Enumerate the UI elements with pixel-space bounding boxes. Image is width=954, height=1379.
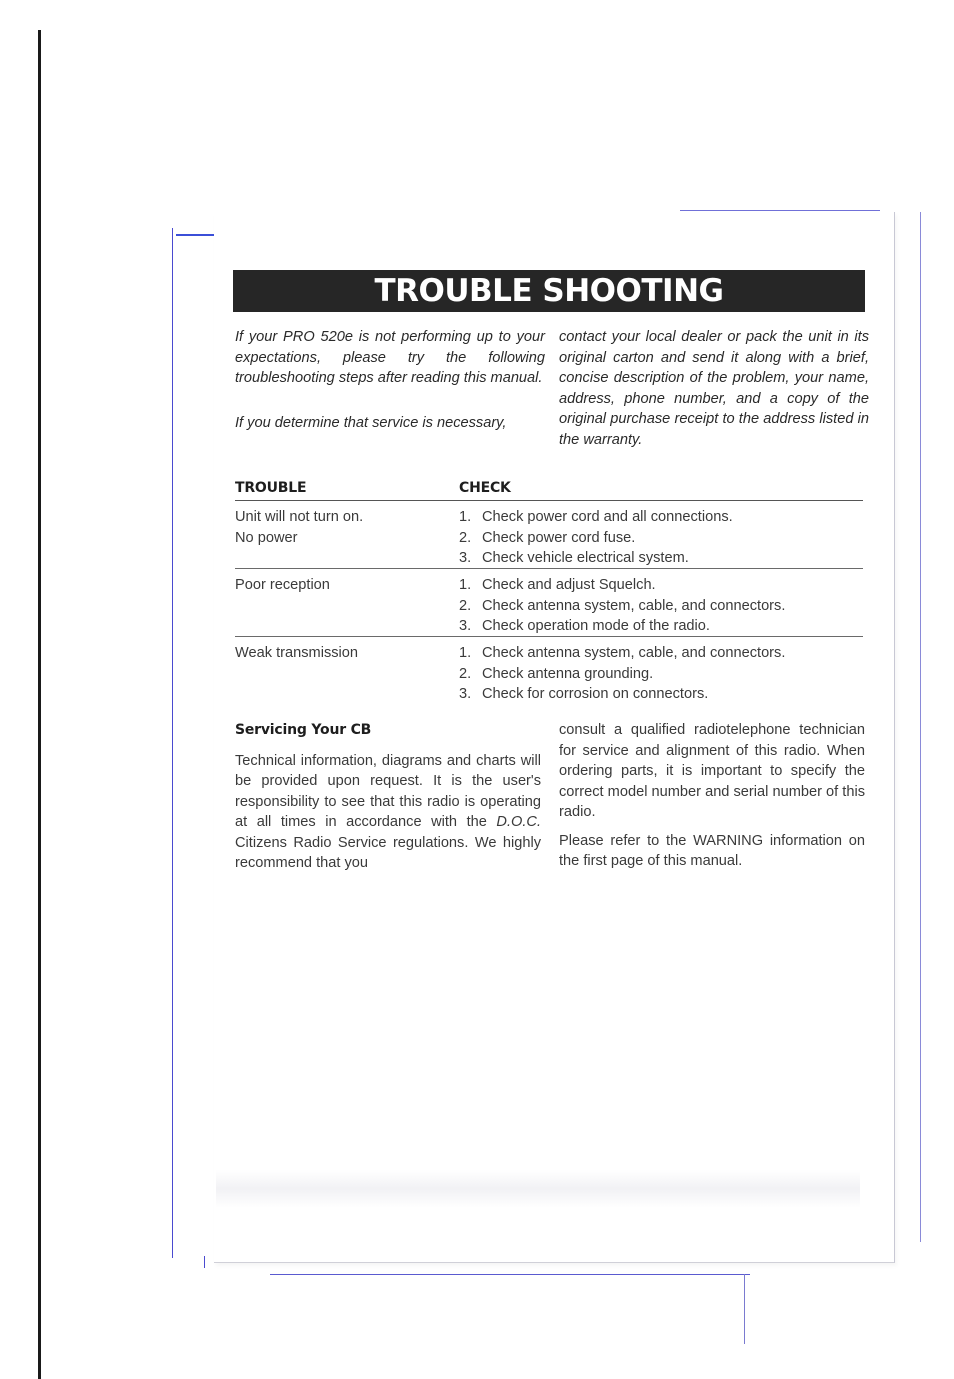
intro-paragraph: contact your local dealer or pack the unit in its original carton and send it along with a brief, concise description of the problem, your name, address, phone number, and a copy of the original purchase receipt to the address listed in the warranty. — [559, 329, 869, 448]
pencil-line — [204, 1256, 205, 1268]
table-row — [235, 507, 863, 569]
pencil-line — [172, 228, 173, 1258]
check-item: 1. Check power cord and all connections. — [459, 509, 733, 525]
header-check: CHECK — [459, 480, 511, 496]
check-item: 2. Check antenna grounding. — [459, 665, 654, 682]
check-item: 1. Check antenna system, cable, and connectors. — [459, 645, 786, 661]
intro-right-column — [559, 327, 869, 450]
intro-paragraph: If you determine that service is necessary, — [235, 414, 507, 431]
trouble-text: Unit will not turn on. — [235, 509, 364, 525]
pencil-line — [680, 210, 880, 211]
check-item: 2. Check antenna system, cable, and connectors. — [459, 597, 786, 614]
pencil-line — [744, 1274, 745, 1344]
table-row — [235, 643, 863, 705]
page-title: TROUBLE SHOOTING — [374, 272, 724, 309]
servicing-left-column — [235, 720, 541, 874]
check-list — [459, 507, 733, 569]
trouble-cell — [235, 575, 330, 596]
trouble-cell — [235, 643, 358, 664]
title-banner — [233, 270, 865, 312]
pencil-line — [176, 234, 214, 236]
intro-paragraph: If your PRO 520e is not performing up to your expectations, please try the following troubleshooting steps after reading this manual. — [235, 329, 545, 386]
servicing-paragraph: Please refer to the WARNING information on the first page of this manual. — [559, 832, 865, 869]
trouble-text: Poor reception — [235, 577, 330, 593]
servicing-paragraph: Technical information, diagrams and charts will be provided upon request. It is the user's responsibility to see that this radio is operating at all times in accordance with the D.O.C. Citizens Radio Service regulations. We highly recommend that you — [235, 752, 541, 871]
check-list — [459, 643, 785, 705]
check-item: 3. Check for corrosion on connectors. — [459, 686, 709, 702]
check-item: 2. Check power cord fuse. — [459, 529, 636, 546]
pencil-line — [920, 212, 921, 1242]
trouble-cell — [235, 507, 363, 548]
check-item: 3. Check vehicle electrical system. — [459, 550, 689, 566]
scan-shadow — [216, 1170, 860, 1208]
check-item: 1. Check and adjust Squelch. — [459, 577, 656, 593]
header-trouble: TROUBLE — [235, 480, 307, 496]
trouble-text: No power — [235, 529, 298, 546]
pencil-line — [270, 1274, 750, 1275]
scan-edge — [38, 30, 41, 1379]
servicing-right-column — [559, 720, 865, 872]
check-list — [459, 575, 785, 637]
trouble-text: Weak transmission — [235, 645, 359, 661]
table-row — [235, 575, 863, 637]
section-heading: Servicing Your CB — [235, 722, 372, 738]
intro-left-column — [235, 327, 545, 433]
table-header — [235, 480, 863, 501]
servicing-paragraph: consult a qualified radiotelephone technician for service and alignment of this radio. When ordering parts, it is important to specify the correct model number and serial number of this radio. — [559, 722, 865, 820]
check-item: 3. Check operation mode of the radio. — [459, 618, 710, 634]
